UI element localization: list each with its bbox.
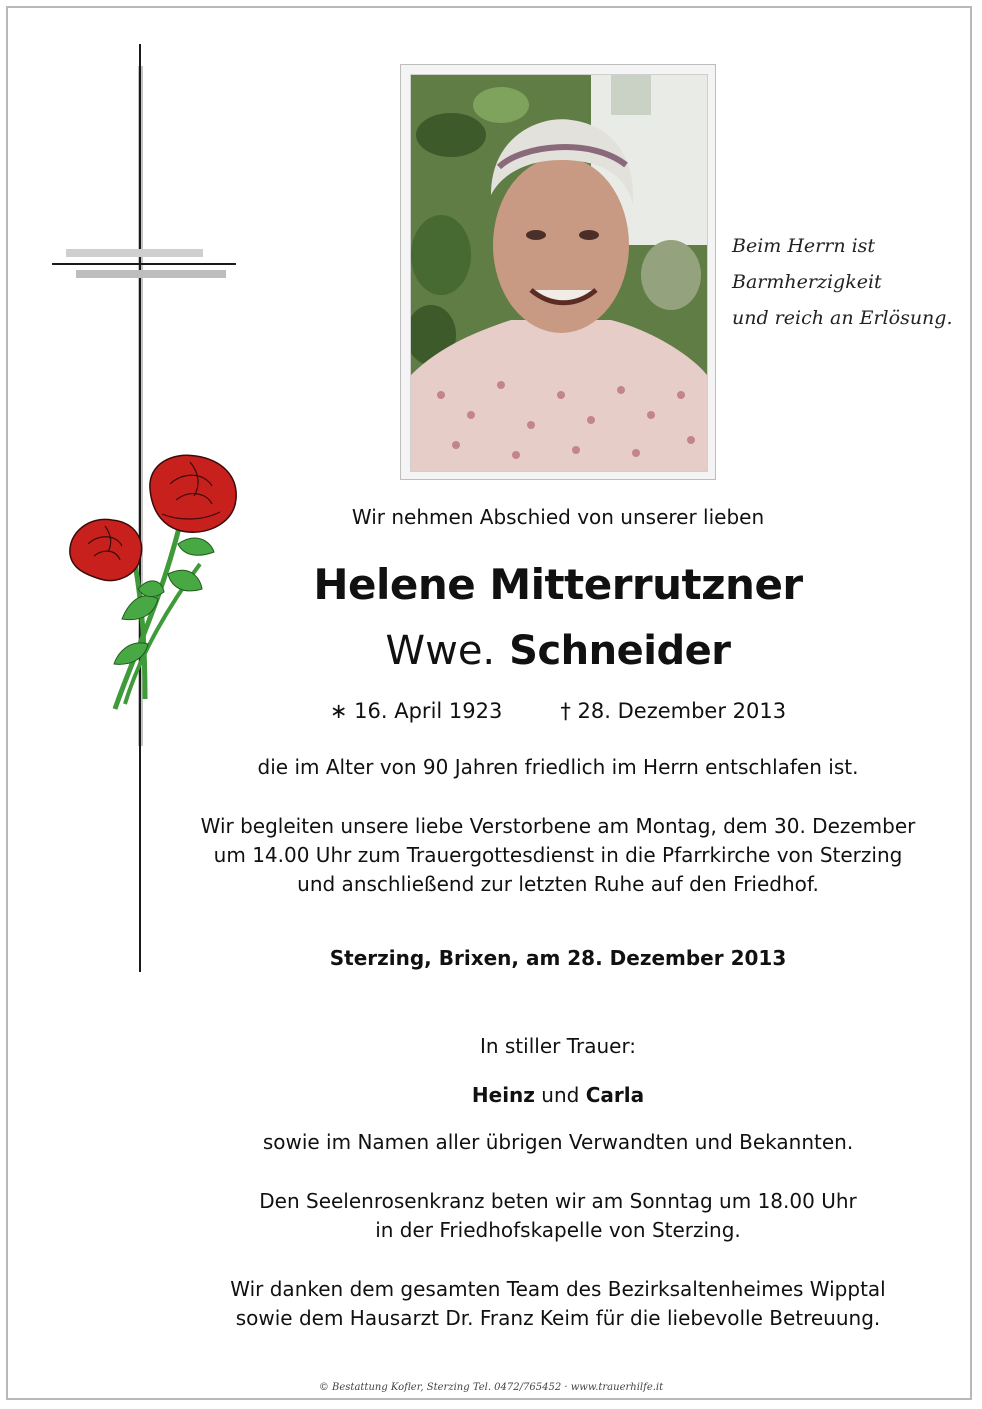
funeral-line: und anschließend zur letzten Ruhe auf den Friedhof. — [297, 872, 819, 896]
birth-date: ∗ 16. April 1923 — [329, 699, 503, 723]
mourners — [170, 1083, 946, 1107]
footer-credit: © Bestattung Kofler, Sterzing Tel. 0472/765452 · www.trauerhilfe.it — [318, 1382, 664, 1393]
mourner-name: Carla — [585, 1083, 645, 1107]
widow-prefix: Wwe. — [385, 628, 496, 674]
portrait-photo — [410, 74, 708, 472]
funeral-info — [170, 812, 946, 899]
quote-line: und reich an Erlösung. — [732, 307, 953, 329]
rosary-line: in der Friedhofskapelle von Sterzing. — [375, 1218, 741, 1242]
thanks-line: Wir danken dem gesamten Team des Bezirksaltenheimes Wipptal — [230, 1277, 886, 1301]
life-dates — [170, 699, 946, 723]
bible-quote — [732, 228, 972, 336]
quote-line: Barmherzigkeit — [732, 271, 882, 293]
death-date: † 28. Dezember 2013 — [560, 699, 787, 723]
thanks-line: sowie dem Hausarzt Dr. Franz Keim für die liebevolle Betreuung. — [235, 1306, 881, 1330]
deceased-surname: Schneider — [509, 628, 731, 674]
rosary-line: Den Seelenrosenkranz beten wir am Sonntag um 18.00 Uhr — [259, 1189, 857, 1213]
intro-text: Wir nehmen Abschied von unserer lieben — [351, 505, 765, 529]
deceased-name: Helene Mitterrutzner — [313, 560, 803, 609]
funeral-line: Wir begleiten unsere liebe Verstorbene am Montag, dem 30. Dezember — [200, 814, 916, 838]
age-text: die im Alter von 90 Jahren friedlich im Herrn entschlafen ist. — [257, 755, 859, 779]
deceased-married-name — [170, 628, 946, 674]
mourning-heading: In stiller Trauer: — [479, 1034, 637, 1058]
thanks-text — [170, 1275, 946, 1333]
place-date: Sterzing, Brixen, am 28. Dezember 2013 — [329, 946, 787, 970]
relatives-text: sowie im Namen aller übrigen Verwandten und Bekannten. — [262, 1130, 854, 1154]
portrait-photo-frame — [400, 64, 716, 480]
quote-line: Beim Herrn ist — [732, 235, 876, 257]
rosary-info — [170, 1187, 946, 1245]
mourner-name: Heinz — [471, 1083, 535, 1107]
funeral-line: um 14.00 Uhr zum Trauergottesdienst in die Pfarrkirche von Sterzing — [213, 843, 903, 867]
mourner-connector: und — [541, 1083, 580, 1107]
